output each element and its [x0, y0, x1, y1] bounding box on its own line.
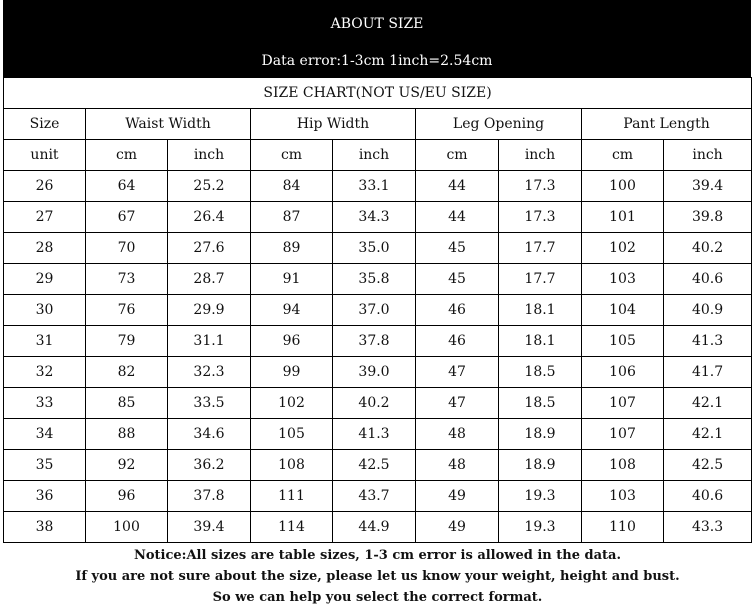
- table-cell: 19.3: [499, 481, 582, 512]
- size-chart-table: [3, 77, 752, 543]
- table-cell: 18.9: [499, 450, 582, 481]
- table-cell: 28: [4, 233, 86, 264]
- table-cell: 43.3: [664, 512, 752, 543]
- table-cell: 91: [251, 264, 333, 295]
- table-cell: 28.7: [168, 264, 251, 295]
- table-cell: 87: [251, 202, 333, 233]
- table-cell: 17.3: [499, 202, 582, 233]
- table-row: [4, 512, 752, 543]
- table-cell: 42.1: [664, 419, 752, 450]
- table-cell: 32.3: [168, 357, 251, 388]
- table-cell: 36.2: [168, 450, 251, 481]
- table-cell: 49: [416, 481, 499, 512]
- table-cell: 18.9: [499, 419, 582, 450]
- table-cell: 108: [251, 450, 333, 481]
- table-row: [4, 233, 752, 264]
- table-cell: 17.7: [499, 264, 582, 295]
- table-row: [4, 450, 752, 481]
- table-cell: 17.3: [499, 171, 582, 202]
- table-cell: 107: [582, 419, 664, 450]
- group-header-leg-opening: Leg Opening: [416, 109, 582, 140]
- table-cell: 34: [4, 419, 86, 450]
- table-cell: 26: [4, 171, 86, 202]
- table-cell: 42.5: [664, 450, 752, 481]
- table-cell: 64: [86, 171, 168, 202]
- table-cell: 76: [86, 295, 168, 326]
- table-cell: 47: [416, 388, 499, 419]
- table-cell: 29.9: [168, 295, 251, 326]
- table-cell: 47: [416, 357, 499, 388]
- table-cell: 43.7: [333, 481, 416, 512]
- table-cell: 40.6: [664, 481, 752, 512]
- table-cell: 100: [582, 171, 664, 202]
- table-cell: 39.4: [664, 171, 752, 202]
- table-row: [4, 419, 752, 450]
- table-cell: 49: [416, 512, 499, 543]
- table-cell: 41.7: [664, 357, 752, 388]
- table-cell: 37.8: [168, 481, 251, 512]
- table-cell: 26.4: [168, 202, 251, 233]
- table-cell: 37.8: [333, 326, 416, 357]
- table-cell: 99: [251, 357, 333, 388]
- table-cell: 34.6: [168, 419, 251, 450]
- table-cell: 85: [86, 388, 168, 419]
- table-cell: 70: [86, 233, 168, 264]
- table-cell: 18.5: [499, 388, 582, 419]
- table-row: [4, 295, 752, 326]
- header-title: ABOUT SIZE: [330, 16, 424, 32]
- unit-header: inch: [168, 140, 251, 171]
- table-cell: 48: [416, 450, 499, 481]
- table-cell: 17.7: [499, 233, 582, 264]
- table-cell: 42.5: [333, 450, 416, 481]
- table-cell: 102: [251, 388, 333, 419]
- table-cell: 79: [86, 326, 168, 357]
- table-row: [4, 202, 752, 233]
- table-cell: 35.8: [333, 264, 416, 295]
- table-cell: 36: [4, 481, 86, 512]
- table-cell: 35.0: [333, 233, 416, 264]
- table-cell: 35: [4, 450, 86, 481]
- unit-header: inch: [333, 140, 416, 171]
- table-row: [4, 357, 752, 388]
- unit-header: inch: [499, 140, 582, 171]
- table-cell: 30: [4, 295, 86, 326]
- table-cell: 104: [582, 295, 664, 326]
- size-chart-caption: SIZE CHART(NOT US/EU SIZE): [4, 78, 752, 109]
- table-cell: 41.3: [664, 326, 752, 357]
- table-cell: 96: [251, 326, 333, 357]
- table-cell: 48: [416, 419, 499, 450]
- table-row: [4, 326, 752, 357]
- group-header-size: Size: [4, 109, 86, 140]
- table-row: [4, 481, 752, 512]
- table-cell: 103: [582, 481, 664, 512]
- header-subtitle: Data error:1-3cm 1inch=2.54cm: [261, 53, 493, 69]
- table-cell: 18.5: [499, 357, 582, 388]
- group-header-waist-width: Waist Width: [86, 109, 251, 140]
- table-cell: 34.3: [333, 202, 416, 233]
- unit-header: unit: [4, 140, 86, 171]
- table-cell: 100: [86, 512, 168, 543]
- table-cell: 33: [4, 388, 86, 419]
- table-cell: 96: [86, 481, 168, 512]
- table-cell: 25.2: [168, 171, 251, 202]
- table-cell: 101: [582, 202, 664, 233]
- table-cell: 114: [251, 512, 333, 543]
- notice-line-2: If you are not sure about the size, please let us know your weight, height and bust.: [75, 569, 680, 584]
- table-cell: 89: [251, 233, 333, 264]
- table-cell: 103: [582, 264, 664, 295]
- table-cell: 33.5: [168, 388, 251, 419]
- table-cell: 27.6: [168, 233, 251, 264]
- unit-header: cm: [582, 140, 664, 171]
- table-cell: 27: [4, 202, 86, 233]
- table-cell: 18.1: [499, 326, 582, 357]
- table-cell: 32: [4, 357, 86, 388]
- table-cell: 67: [86, 202, 168, 233]
- table-cell: 39.8: [664, 202, 752, 233]
- group-header-pant-length: Pant Length: [582, 109, 752, 140]
- table-cell: 73: [86, 264, 168, 295]
- table-cell: 92: [86, 450, 168, 481]
- table-cell: 33.1: [333, 171, 416, 202]
- table-cell: 29: [4, 264, 86, 295]
- table-cell: 46: [416, 326, 499, 357]
- table-cell: 19.3: [499, 512, 582, 543]
- table-cell: 105: [582, 326, 664, 357]
- unit-header: inch: [664, 140, 752, 171]
- table-cell: 106: [582, 357, 664, 388]
- table-cell: 42.1: [664, 388, 752, 419]
- table-cell: 82: [86, 357, 168, 388]
- table-cell: 37.0: [333, 295, 416, 326]
- table-cell: 45: [416, 233, 499, 264]
- table-cell: 40.6: [664, 264, 752, 295]
- table-cell: 45: [416, 264, 499, 295]
- unit-header: cm: [416, 140, 499, 171]
- table-cell: 44.9: [333, 512, 416, 543]
- group-header-hip-width: Hip Width: [251, 109, 416, 140]
- table-cell: 111: [251, 481, 333, 512]
- table-cell: 39.0: [333, 357, 416, 388]
- notice-line-1: Notice:All sizes are table sizes, 1-3 cm error is allowed in the data.: [133, 548, 622, 563]
- table-cell: 84: [251, 171, 333, 202]
- table-cell: 102: [582, 233, 664, 264]
- table-cell: 108: [582, 450, 664, 481]
- table-cell: 44: [416, 202, 499, 233]
- table-cell: 46: [416, 295, 499, 326]
- table-cell: 40.2: [333, 388, 416, 419]
- unit-header: cm: [251, 140, 333, 171]
- unit-header: cm: [86, 140, 168, 171]
- table-cell: 39.4: [168, 512, 251, 543]
- table-cell: 40.9: [664, 295, 752, 326]
- table-cell: 110: [582, 512, 664, 543]
- table-cell: 41.3: [333, 419, 416, 450]
- table-cell: 18.1: [499, 295, 582, 326]
- table-cell: 88: [86, 419, 168, 450]
- table-cell: 31.1: [168, 326, 251, 357]
- table-cell: 44: [416, 171, 499, 202]
- about-size-header: [3, 0, 751, 77]
- table-cell: 40.2: [664, 233, 752, 264]
- table-cell: 105: [251, 419, 333, 450]
- table-row: [4, 264, 752, 295]
- table-cell: 107: [582, 388, 664, 419]
- table-row: [4, 388, 752, 419]
- table-cell: 94: [251, 295, 333, 326]
- table-row: [4, 171, 752, 202]
- table-cell: 38: [4, 512, 86, 543]
- notice-line-3: So we can help you select the correct format.: [212, 590, 543, 605]
- table-cell: 31: [4, 326, 86, 357]
